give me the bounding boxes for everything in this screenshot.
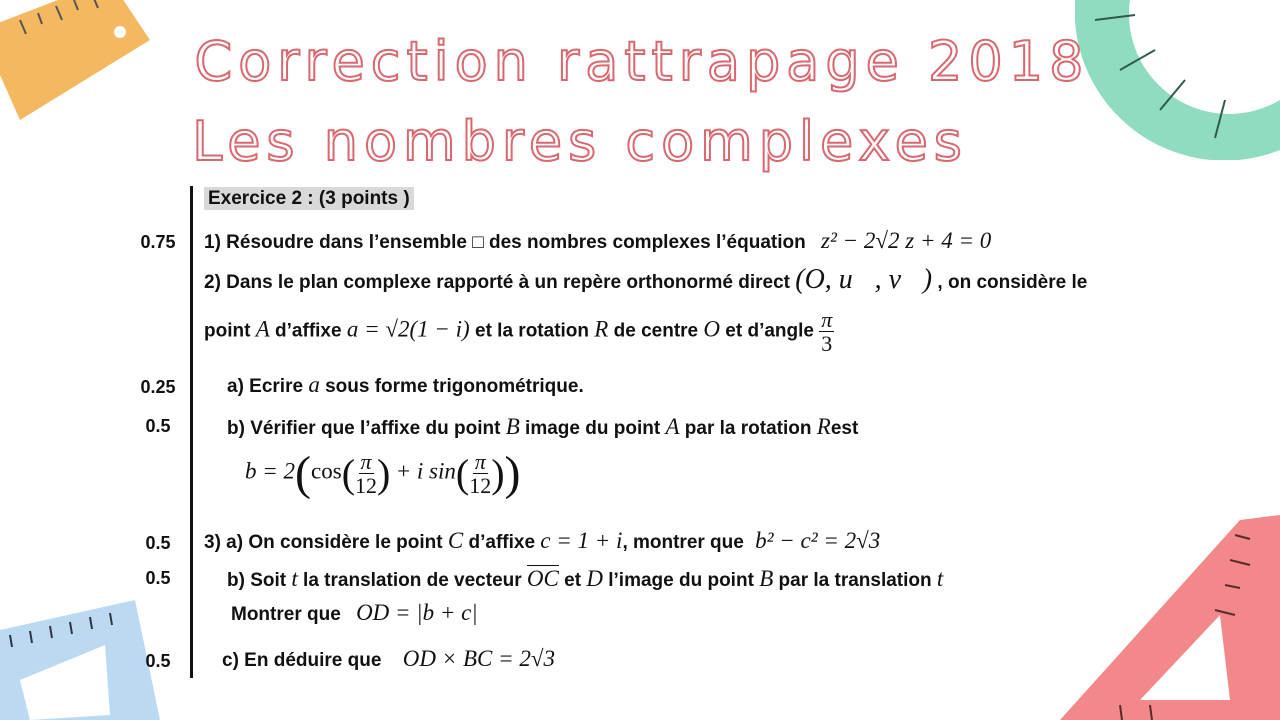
points-q3b: 0.5 [145,568,171,588]
question-3a: 3) a) On considère le point C d’affixe c = 1 + i, montrer que b² − c² = 2√3 [204,528,881,553]
question-2: 2) Dans le plan complexe rapporté à un repère orthonormé direct (O, u⃗, v⃗) , on considère le [204,264,1088,295]
question-1: 1) Résoudre dans l’ensemble □ des nombres complexes l’équation z² − 2√2 z + 4 = 0 [204,228,992,253]
b-formula: b = 2(cos( $\frac{\pi}{12}$ ) + i sin( $\frac{\pi}{12}$ )) [245,447,521,500]
points-qb: 0.5 [145,416,171,436]
points-qa: 0.25 [140,377,176,397]
question-2-point: point A d’affixe a = √2(1 − i) et la rotation R de centre O et d’angle $\frac{\pi}{3}$ [204,307,833,357]
equation: z² − 2√2 z + 4 = 0 [821,228,992,253]
question-3c: c) En déduire que OD × BC = 2√3 [222,646,555,671]
points-q3a: 0.5 [145,533,171,553]
question-3b-show: Montrer que OD = |b + c| [231,600,478,625]
question-2b: b) Vérifier que l’affixe du point B image du point A par la rotation Rest [227,414,859,439]
page-subtitle: Les nombres complexes [192,110,968,173]
exercise-header: Exercice 2 : (3 points ) [204,188,414,210]
question-3b: b) Soit t la translation de vecteur OC et D l’image du point B par la translation t [227,566,944,591]
points-q3c: 0.5 [145,651,171,671]
exercise-sheet [130,180,1150,680]
page-title: Correction rattrapage 2018 [194,30,1090,93]
question-2a: a) Ecrire a sous forme trigonométrique. [227,372,584,397]
margin-line [190,186,193,678]
angle-fraction: $\frac{\pi}{3}$ [821,307,833,357]
points-q1: 0.75 [140,232,176,252]
